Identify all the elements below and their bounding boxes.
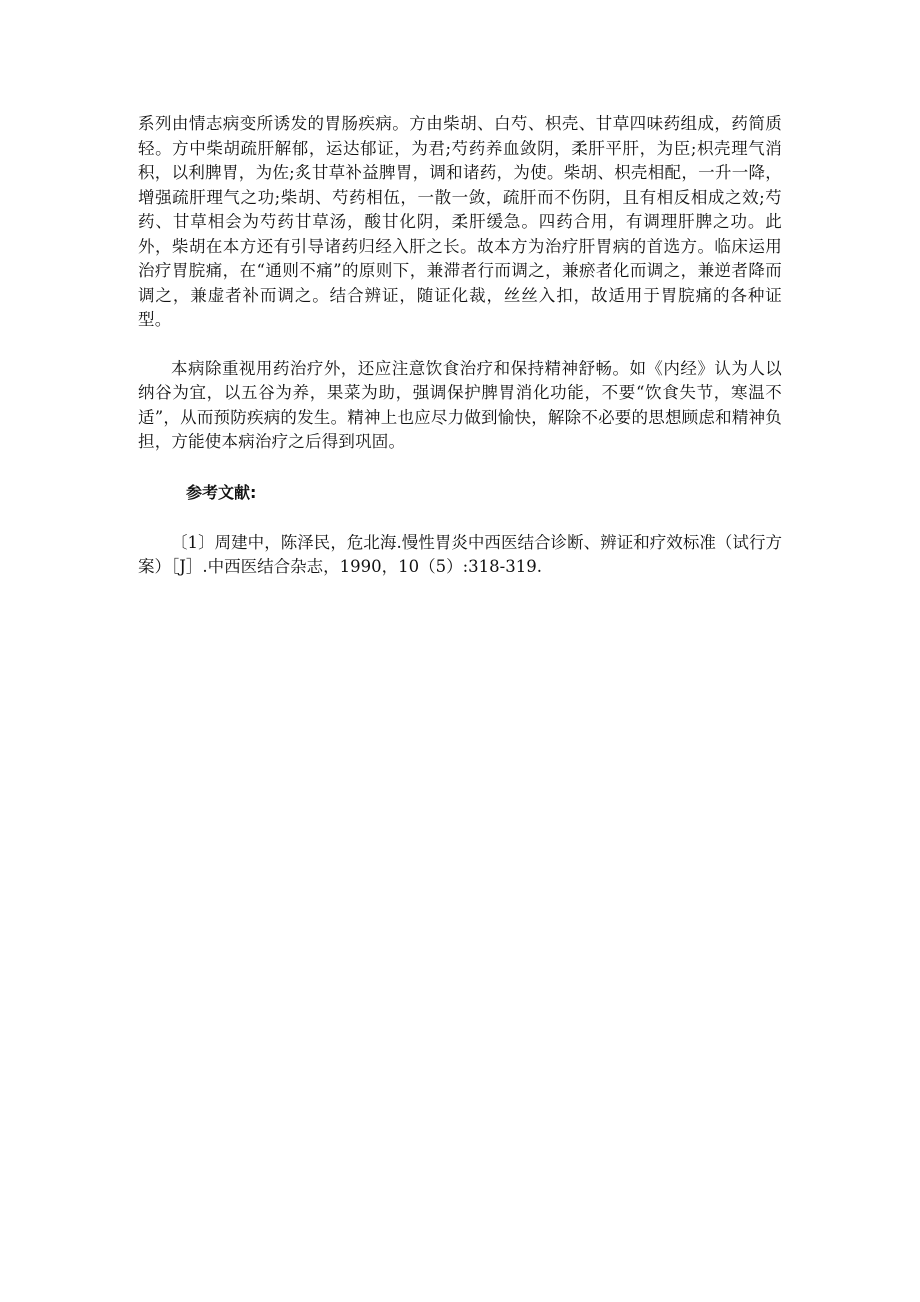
references-heading: 参考文献: [186, 482, 257, 502]
reference-item: 〔1〕周建中，陈泽民，危北海.慢性胃炎中西医结合诊断、辨证和疗效标准（试行方案）［J］.中西医结合杂志，1990，10（5）:318-319. [138, 532, 782, 576]
body-paragraph: 系列由情志病变所诱发的胃肠疾病。方由柴胡、白芍、枳壳、甘草四味药组成，药简质轻。方中柴胡疏肝解郁，运达郁证，为君;芍药养血敛阴，柔肝平肝，为臣;枳壳理气消积，以利脾胃，为佐;炙甘草补益脾胃，调和诸药，为使。柴胡、枳壳相配，一升一降，增强疏肝理气之功;柴胡、芍药相伍，一散一敛，疏肝而不伤阴，且有相反相成之效;芍药、甘草相会为芍药甘草汤，酸甘化阴，柔肝缓急。四药合用，有调理肝脾之功。此外，柴胡在本方还有引导诸药归经入肝之长。故本方为治疗肝胃病的首选方。临床运用治疗胃脘痛，在“通则不痛”的原则下，兼滞者行而调之，兼瘀者化而调之，兼逆者降而调之，兼虚者补而调之。结合辨证，随证化裁，丝丝入扣，故适用于胃脘痛的各种证型。 [138, 114, 782, 329]
body-paragraph: 本病除重视用药治疗外，还应注意饮食治疗和保持精神舒畅。如《内经》认为人以纳谷为宜，以五谷为养，果菜为助，强调保护脾胃消化功能，不要“饮食失节，寒温不适”，从而预防疾病的发生。精神上也应尽力做到愉快，解除不必要的思想顾虑和精神负担，方能使本病治疗之后得到巩固。 [138, 358, 782, 451]
document-page [138, 112, 782, 580]
